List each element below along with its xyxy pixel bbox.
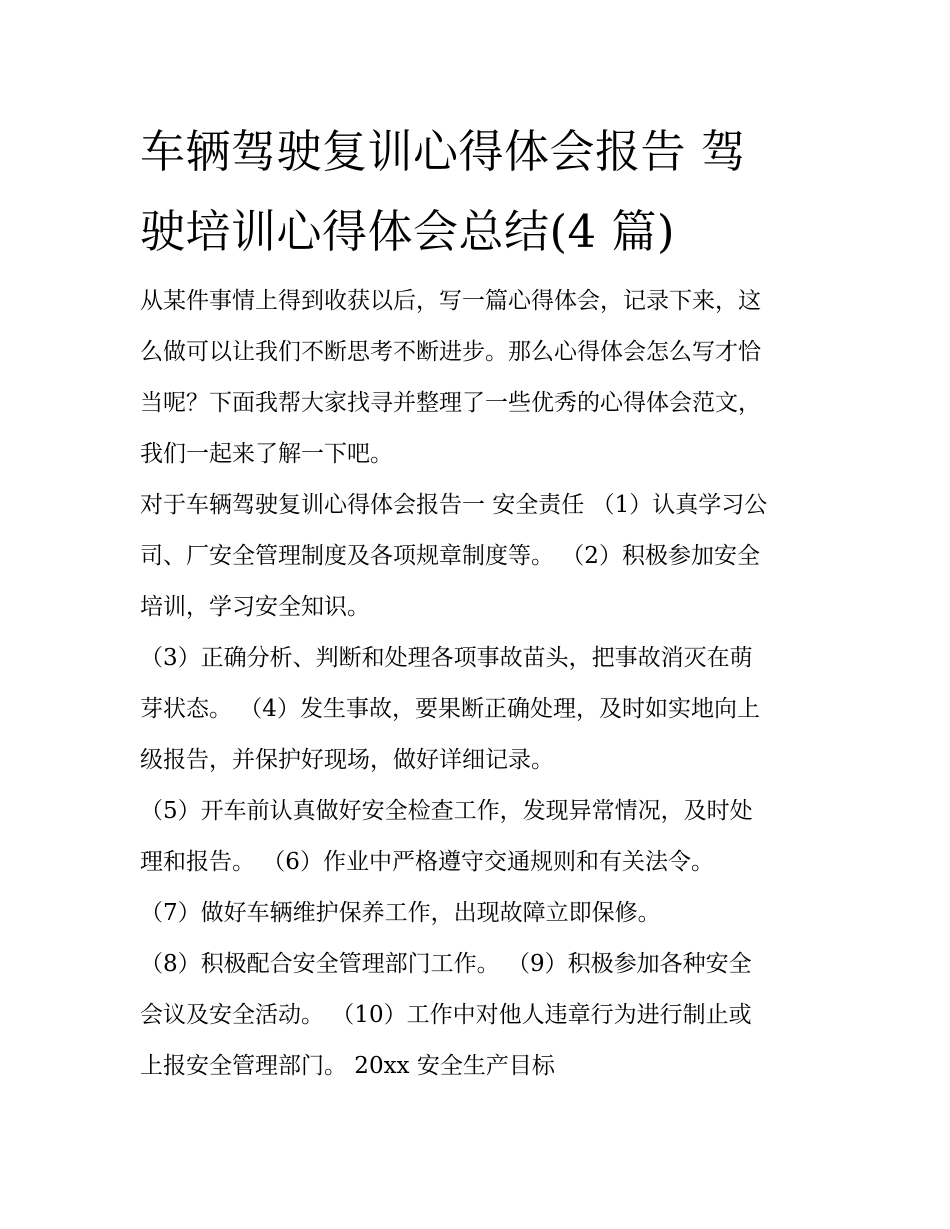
- text-line: （5）开车前认真做好安全检查工作，发现异常情况，及时处: [140, 798, 753, 824]
- text-line: （3）正确分析、判断和处理各项事故苗头，把事故消灭在萌: [140, 645, 753, 671]
- paragraph-safety-responsibility: [140, 480, 820, 633]
- paragraph-item-7: [140, 888, 820, 939]
- text-line: 从某件事情上得到收获以后，写一篇心得体会，记录下来，这: [140, 288, 761, 314]
- text-line: （7）做好车辆维护保养工作，出现故障立即保修。: [140, 900, 661, 926]
- title-line: 车辆驾驶复训心得体会报告 驾: [140, 125, 747, 178]
- paragraph-items-3-4: [140, 633, 820, 786]
- text-line: 当呢？下面我帮大家找寻并整理了一些优秀的心得体会范文，: [140, 390, 761, 416]
- title-line: 驶培训心得体会总结(4 篇): [140, 205, 676, 258]
- document-title: [140, 112, 820, 272]
- text-line: 会议及安全活动。 （10）工作中对他人违章行为进行制止或: [140, 1002, 752, 1028]
- text-line: 上报安全管理部门。 20xx 安全生产目标: [140, 1053, 555, 1079]
- text-line: 芽状态。 （4）发生事故，要果断正确处理，及时如实地向上: [140, 696, 760, 722]
- text-line: （8）积极配合安全管理部门工作。 （9）积极参加各种安全: [140, 951, 752, 977]
- text-line: 理和报告。 （6）作业中严格遵守交通规则和有关法令。: [140, 849, 714, 875]
- text-line: 培训，学习安全知识。: [140, 594, 370, 620]
- text-line: 我们一起来了解一下吧。: [140, 441, 393, 467]
- text-line: 对于车辆驾驶复训心得体会报告一 安全责任 （1）认真学习公: [140, 492, 768, 518]
- text-line: 么做可以让我们不断思考不断进步。那么心得体会怎么写才恰: [140, 339, 761, 365]
- text-line: 司、厂安全管理制度及各项规章制度等。 （2）积极参加安全: [140, 543, 760, 569]
- intro-paragraph: [140, 276, 820, 480]
- text-line: 级报告，并保护好现场，做好详细记录。: [140, 747, 554, 773]
- paragraph-items-5-6: [140, 786, 820, 888]
- paragraph-items-8-10: [140, 939, 820, 1092]
